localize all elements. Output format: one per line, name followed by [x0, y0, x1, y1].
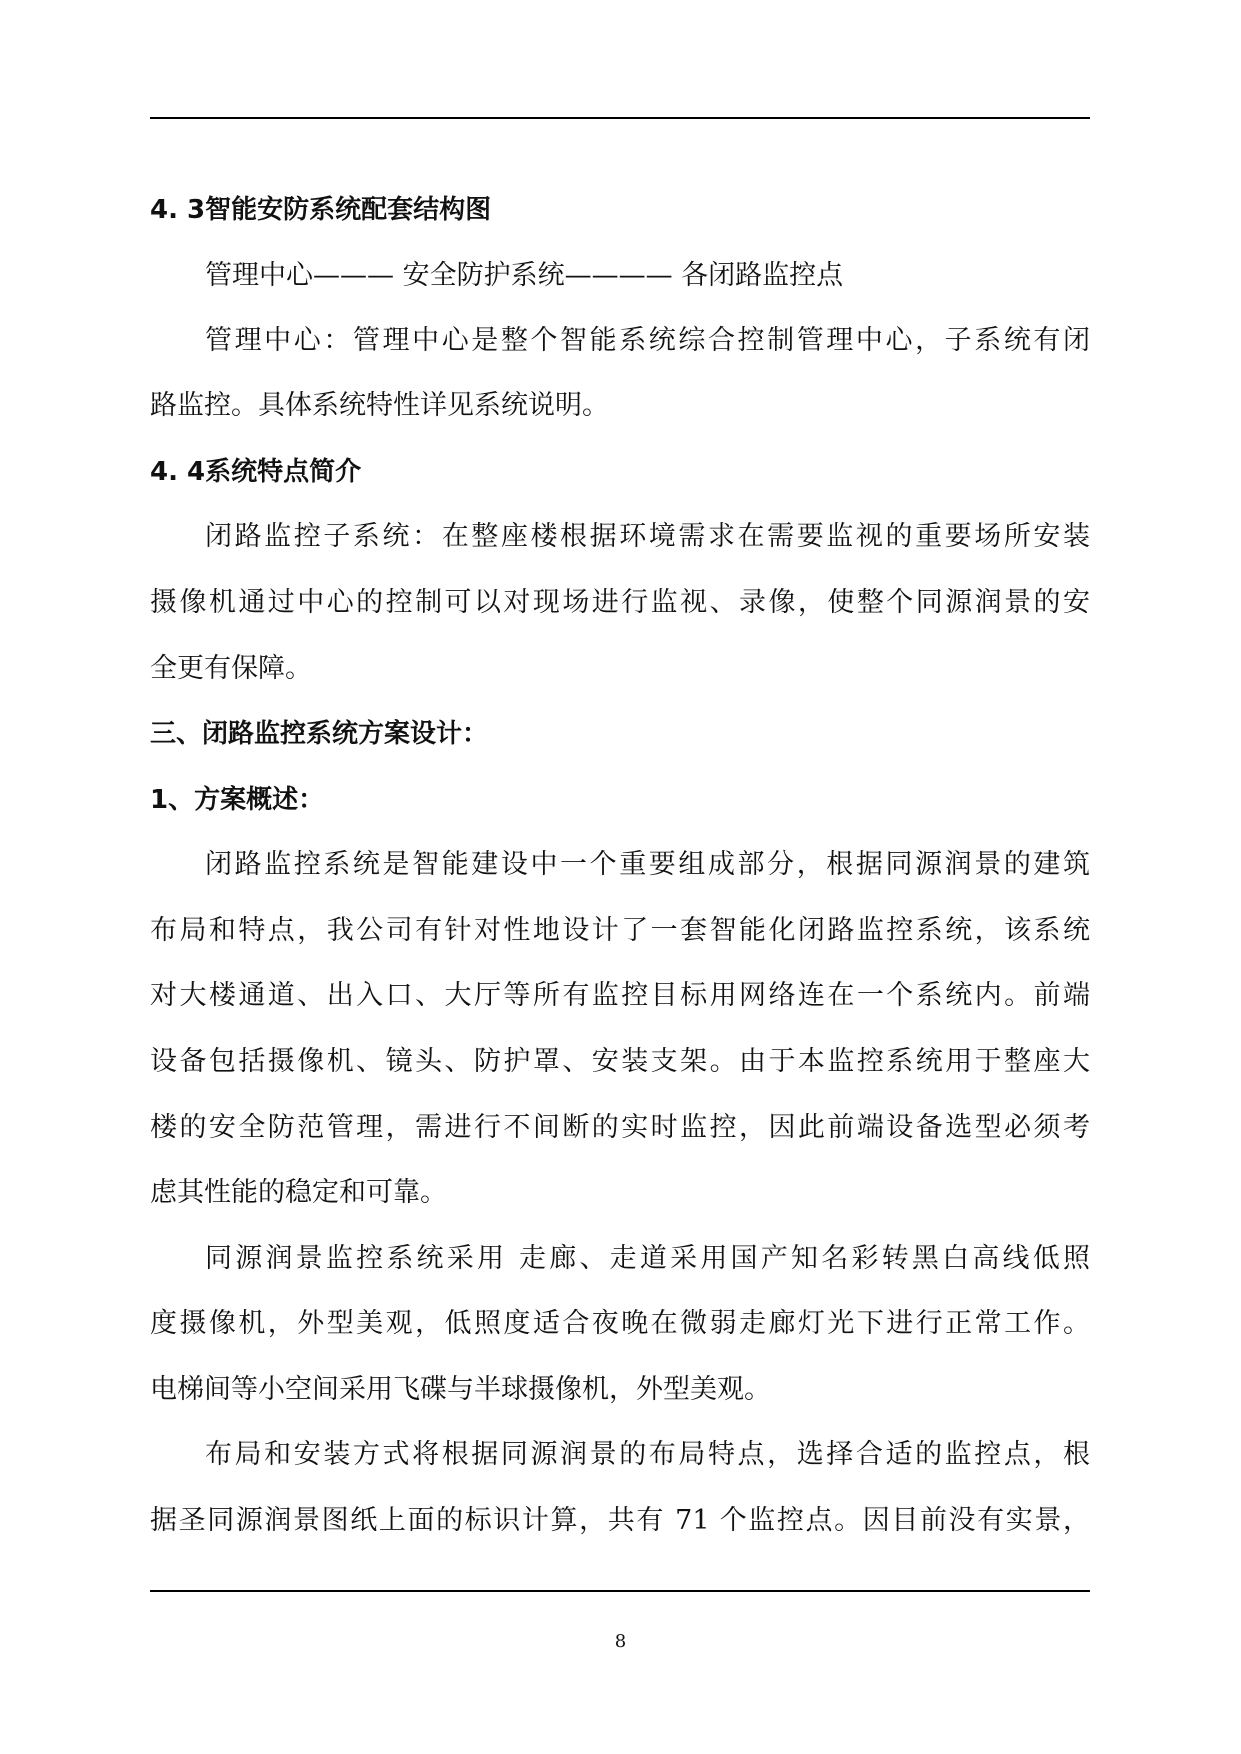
section-heading-4-4: 4. 4系统特点简介	[150, 457, 362, 487]
paragraph-line: 布局和特点，我公司有针对性地设计了一套智能化闭路监控系统，该系统	[150, 915, 1090, 946]
paragraph-line: 虑其性能的稳定和可靠。	[150, 1177, 447, 1208]
paragraph-line: 路监控。具体系统特性详见系统说明。	[150, 390, 609, 421]
paragraph-line: 布局和安装方式将根据同源润景的布局特点，选择合适的监控点，根	[205, 1439, 1090, 1470]
page-number: 8	[614, 1631, 627, 1652]
section-heading-4-3: 4. 3智能安防系统配套结构图	[150, 195, 492, 225]
paragraph-line: 设备包括摄像机、镜头、防护罩、安装支架。由于本监控系统用于整座大	[150, 1046, 1090, 1077]
header-rule	[150, 117, 1090, 119]
paragraph-line: 对大楼通道、出入口、大厅等所有监控目标用网络连在一个系统内。前端	[150, 980, 1090, 1011]
paragraph-line: 电梯间等小空间采用飞碟与半球摄像机，外型美观。	[150, 1374, 771, 1405]
paragraph-line: 闭路监控子系统：在整座楼根据环境需求在需要监视的重要场所安装	[205, 521, 1090, 552]
paragraph-line: 楼的安全防范管理，需进行不间断的实时监控，因此前端设备选型必须考	[150, 1112, 1090, 1143]
paragraph-line: 闭路监控系统是智能建设中一个重要组成部分，根据同源润景的建筑	[205, 849, 1090, 880]
footer-rule	[150, 1590, 1090, 1592]
paragraph-line: 据圣同源润景图纸上面的标识计算，共有 71 个监控点。因目前没有实景，	[150, 1505, 1090, 1536]
paragraph-line: 同源润景监控系统采用 走廊、走道采用国产知名彩转黑白高线低照	[205, 1243, 1090, 1274]
chapter-heading: 三、闭路监控系统方案设计：	[150, 719, 489, 749]
paragraph-line: 摄像机通过中心的控制可以对现场进行监视、录像，使整个同源润景的安	[150, 587, 1090, 618]
paragraph-line: 管理中心：管理中心是整个智能系统综合控制管理中心，子系统有闭	[205, 325, 1090, 356]
structure-flow-text: 管理中心——— 安全防护系统———— 各闭路监控点	[205, 260, 844, 291]
paragraph-line: 全更有保障。	[150, 653, 312, 684]
subsection-heading: 1、方案概述：	[150, 785, 325, 815]
paragraph-line: 度摄像机，外型美观，低照度适合夜晚在微弱走廊灯光下进行正常工作。	[150, 1308, 1090, 1339]
